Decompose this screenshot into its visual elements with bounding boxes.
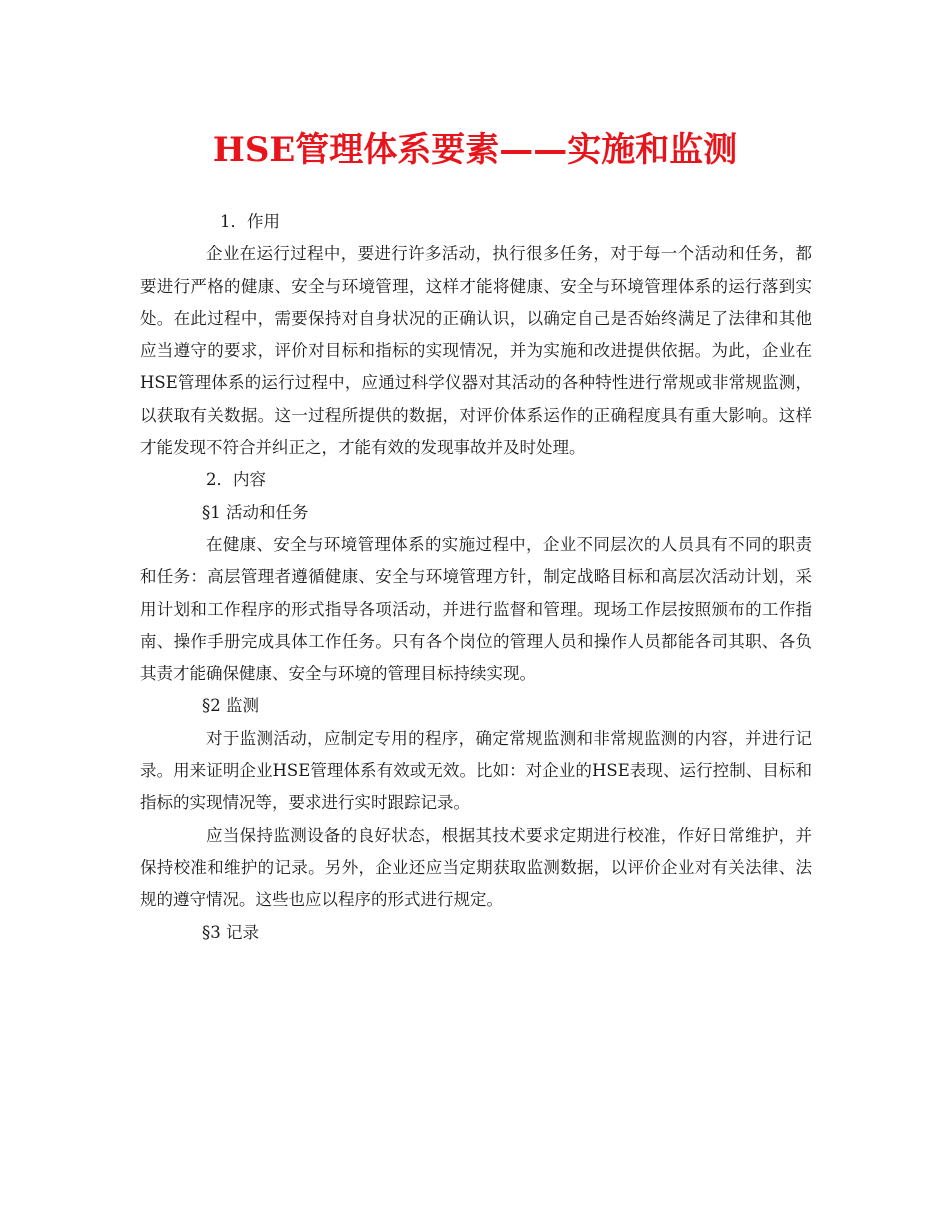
- paragraph-monitoring-1: 对于监测活动，应制定专用的程序，确定常规监测和非常规监测的内容，并进行记录。用来证明企业HSE管理体系有效或无效。比如：对企业的HSE表现、运行控制、目标和指标的实现情况等，要求进行实时跟踪记录。: [140, 728, 812, 813]
- paragraph-monitoring-2: 应当保持监测设备的良好状态，根据其技术要求定期进行校准，作好日常维护，并保持校准和维护的记录。另外，企业还应当定期获取监测数据，以评价企业对有关法律、法规的遵守情况。这些也应以程序的形式进行规定。: [140, 825, 812, 910]
- subsection-heading-monitoring: §2 监测: [202, 696, 259, 716]
- section-heading-role: 1．作用: [220, 212, 280, 231]
- subsection-heading-activities: §1 活动和任务: [202, 502, 309, 522]
- section-heading-content: 2．内容: [206, 470, 266, 490]
- paragraph-activities: 在健康、安全与环境管理体系的实施过程中，企业不同层次的人员具有不同的职责和任务：高层管理者遵循健康、安全与环境管理方针，制定战略目标和高层次活动计划，采用计划和工作程序的形式指导各项活动，并进行监督和管理。现场工作层按照颁布的工作指南、操作手册完成具体工作任务。只有各个岗位的管理人员和操作人员都能各司其职、各负其责才能确保健康、安全与环境的管理目标持续实现。: [140, 534, 812, 684]
- document-title: HSE管理体系要素——实施和监测: [212, 130, 738, 170]
- subsection-heading-records: §3 记录: [202, 922, 259, 942]
- document-body: [140, 206, 812, 949]
- paragraph-role: 企业在运行过程中，要进行许多活动，执行很多任务，对于每一个活动和任务，都要进行严格的健康、安全与环境管理，这样才能将健康、安全与环境管理体系的运行落到实处。在此过程中，需要保持对自身状况的正确认识，以确定自己是否始终满足了法律和其他应当遵守的要求，评价对目标和指标的实现情况，并为实施和改进提供依据。为此，企业在HSE管理体系的运行过程中，应通过科学仪器对其活动的各种特性进行常规或非常规监测，以获取有关数据。这一过程所提供的数据，对评价体系运作的正确程度具有重大影响。这样才能发现不符合并纠正之，才能有效的发现事故并及时处理。: [140, 244, 812, 458]
